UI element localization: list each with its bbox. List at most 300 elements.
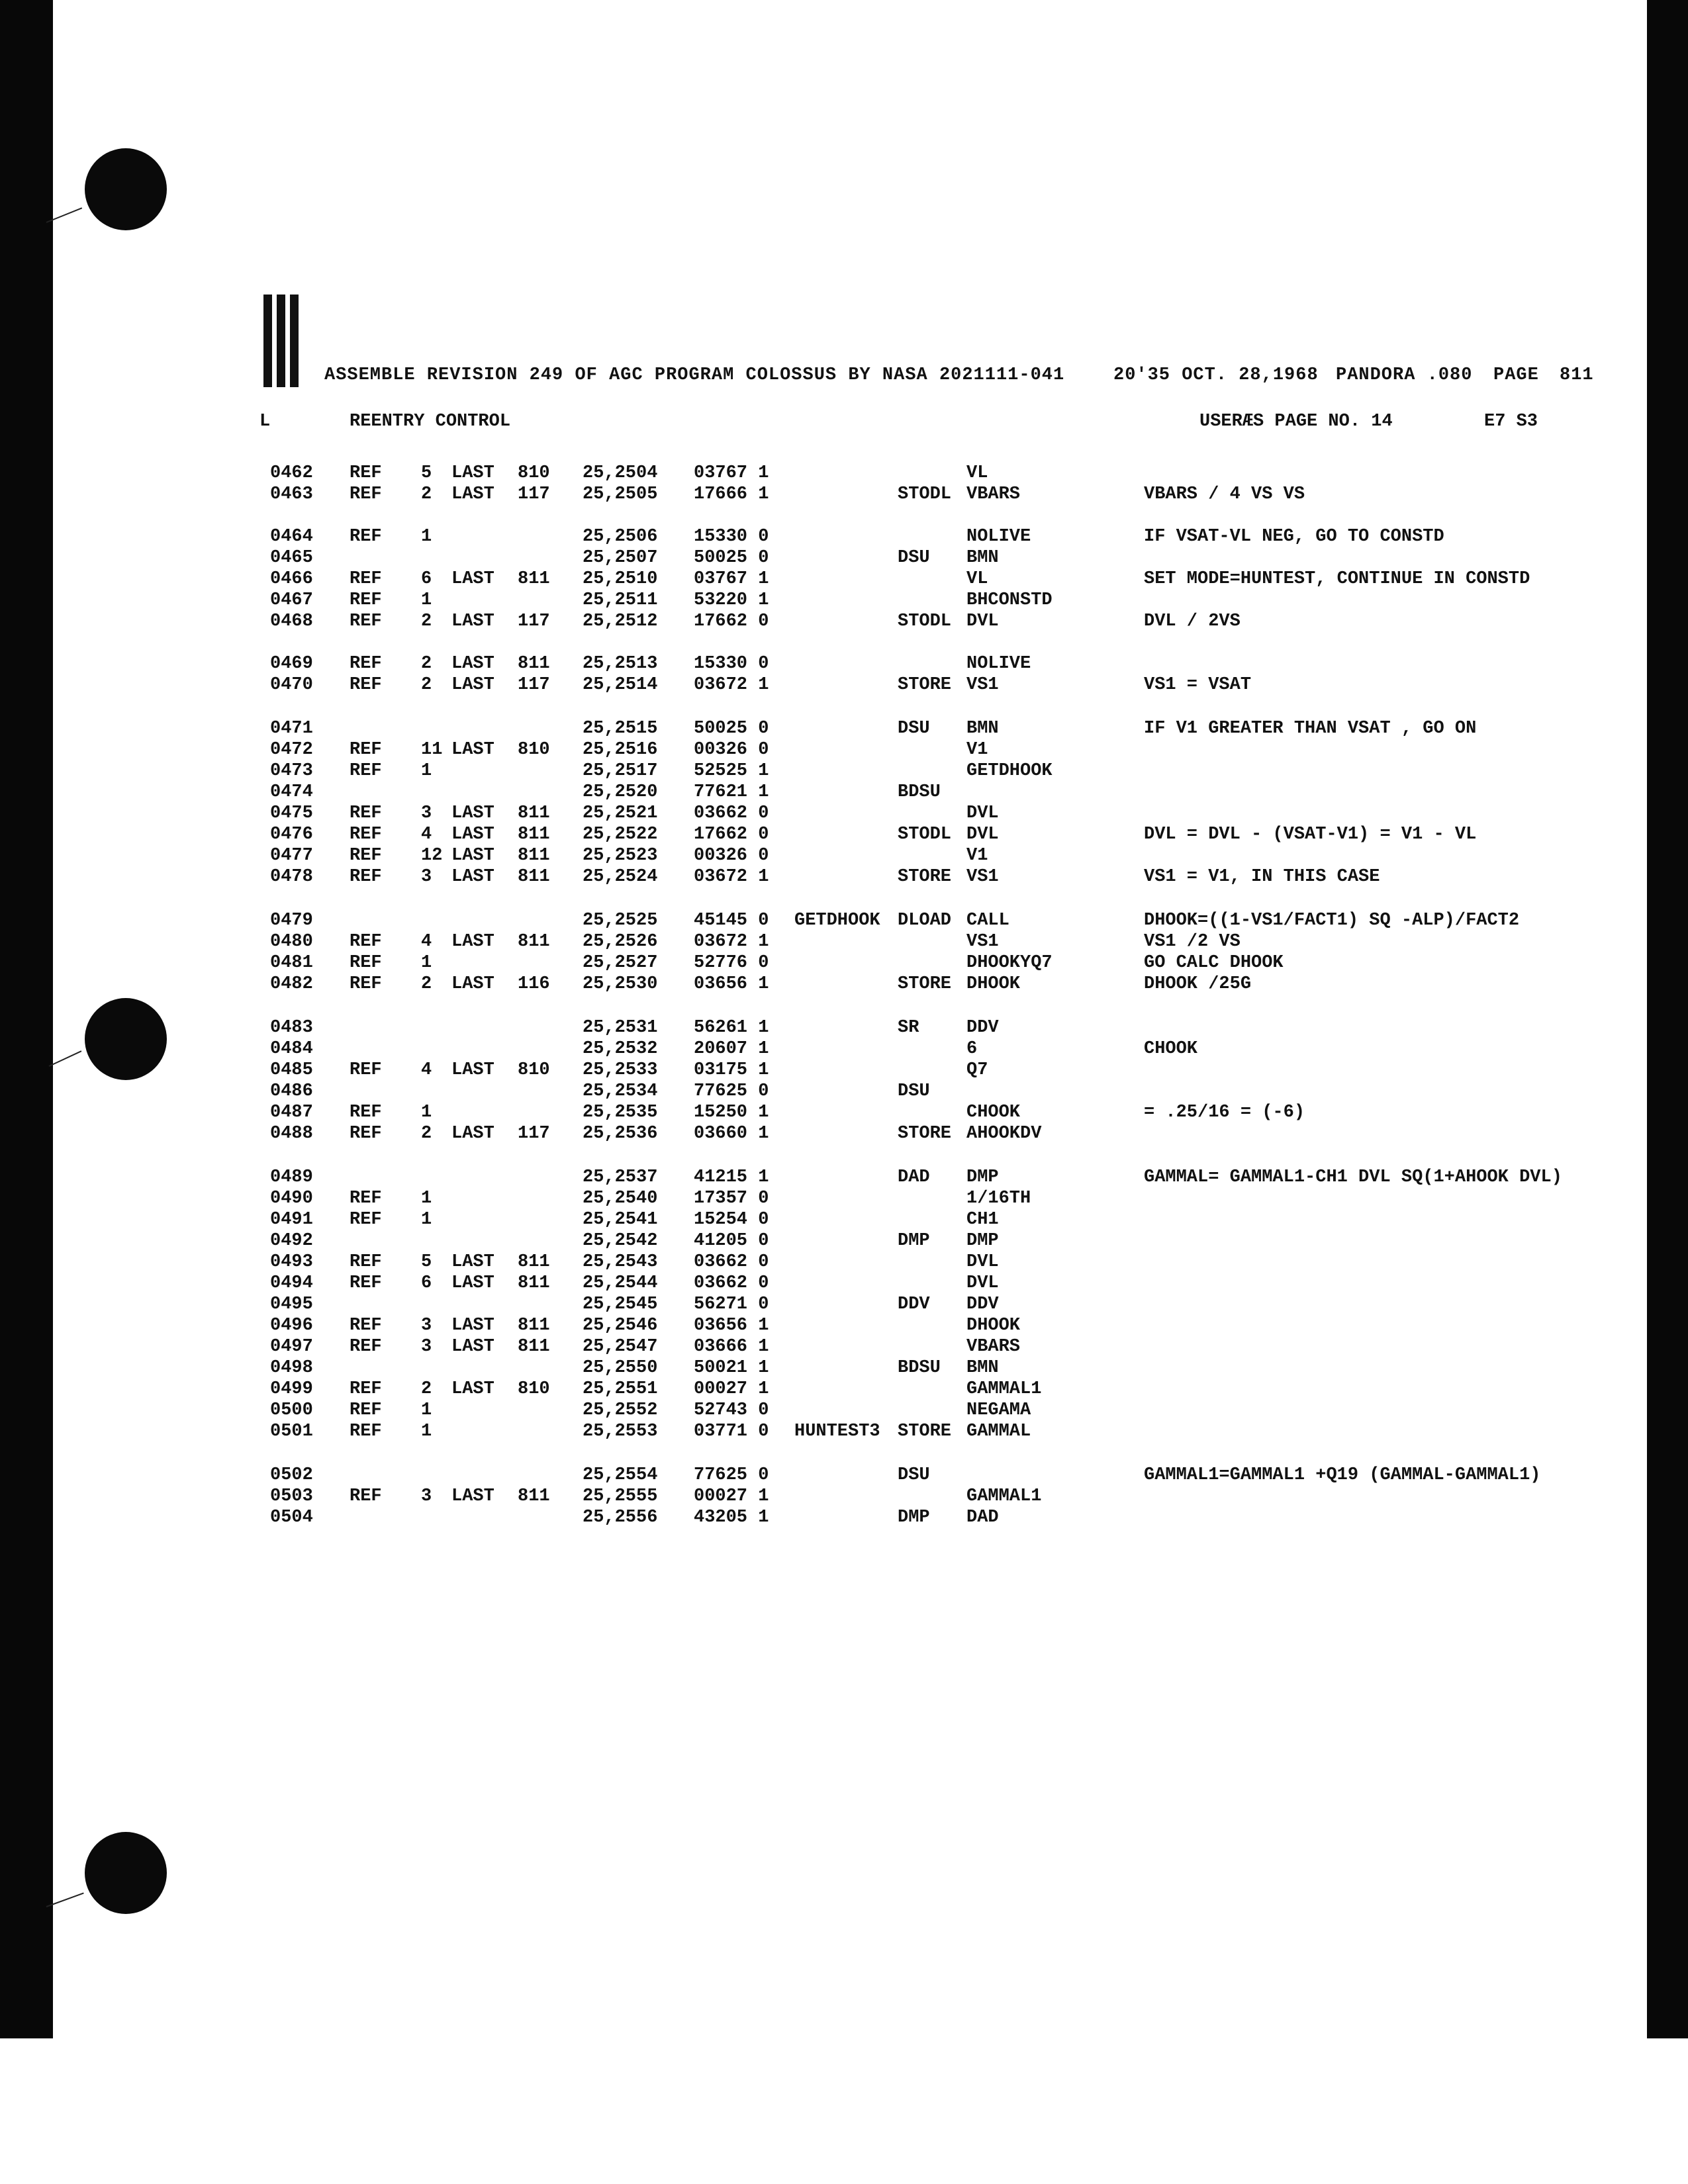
row-num: 0466 (270, 569, 313, 589)
row-last: LAST (451, 654, 494, 674)
row-page: 811 (518, 1337, 550, 1357)
row-cmt: DVL / 2VS (1144, 612, 1241, 631)
row-op: STODL (898, 612, 952, 631)
row-addr: 25,2524 (583, 867, 658, 887)
row-rep: REF (350, 590, 382, 610)
row-addr: 25,2512 (583, 612, 658, 631)
row-addr: 25,2526 (583, 932, 658, 952)
section-code: E7 S3 (1484, 412, 1538, 432)
row-last: LAST (451, 932, 494, 952)
listing-row (0, 825, 1688, 847)
listing-row (0, 1103, 1688, 1125)
row-cmt: IF VSAT-VL NEG, GO TO CONSTD (1144, 527, 1444, 547)
row-addr: 25,2531 (583, 1018, 658, 1038)
row-page: 810 (518, 1060, 550, 1080)
row-rep: REF (350, 484, 382, 504)
row-addr: 25,2556 (583, 1508, 658, 1527)
row-last: LAST (451, 825, 494, 844)
row-rep: REF (350, 1400, 382, 1420)
row-rep: REF (350, 740, 382, 760)
listing-row (0, 1210, 1688, 1232)
row-n: 3 (421, 1316, 432, 1336)
row-num: 0463 (270, 484, 313, 504)
row-n: 2 (421, 484, 432, 504)
header-title: ASSEMBLE REVISION 249 OF AGC PROGRAM COLOSSUS BY NASA 2021111-041 (324, 365, 1065, 385)
row-addr: 25,2504 (583, 463, 658, 483)
row-opd: DMP (966, 1231, 999, 1251)
row-oct: 52743 0 (694, 1400, 769, 1420)
row-oct: 03660 1 (694, 1124, 769, 1144)
row-oct: 52776 0 (694, 953, 769, 973)
row-last: LAST (451, 463, 494, 483)
row-op: STORE (898, 1124, 952, 1144)
row-page: 811 (518, 1316, 550, 1336)
row-opd: DDV (966, 1018, 999, 1038)
row-addr: 25,2555 (583, 1486, 658, 1506)
row-last: LAST (451, 484, 494, 504)
row-cmt: GAMMAL= GAMMAL1-CH1 DVL SQ(1+AHOOK DVL) (1144, 1167, 1562, 1187)
binder-hole-bottom (85, 1832, 167, 1914)
row-addr: 25,2520 (583, 782, 658, 802)
row-num: 0476 (270, 825, 313, 844)
listing-row (0, 590, 1688, 613)
listing-row (0, 548, 1688, 570)
row-addr: 25,2541 (583, 1210, 658, 1230)
row-addr: 25,2507 (583, 548, 658, 568)
row-rep: REF (350, 974, 382, 994)
row-n: 4 (421, 825, 432, 844)
listing-row (0, 1422, 1688, 1444)
row-last: LAST (451, 675, 494, 695)
row-num: 0503 (270, 1486, 313, 1506)
row-last: LAST (451, 612, 494, 631)
row-cmt: GAMMAL1=GAMMAL1 +Q19 (GAMMAL-GAMMAL1) (1144, 1465, 1541, 1485)
row-oct: 41205 0 (694, 1231, 769, 1251)
row-op: DDV (898, 1295, 930, 1314)
row-addr: 25,2517 (583, 761, 658, 781)
row-oct: 17662 0 (694, 825, 769, 844)
row-n: 1 (421, 1400, 432, 1420)
row-opd: NOLIVE (966, 654, 1031, 674)
row-page: 117 (518, 1124, 550, 1144)
row-num: 0475 (270, 803, 313, 823)
binder-hole-top (85, 148, 167, 230)
row-last: LAST (451, 1379, 494, 1399)
row-num: 0467 (270, 590, 313, 610)
row-n: 5 (421, 463, 432, 483)
row-op: DSU (898, 1081, 930, 1101)
row-page: 811 (518, 569, 550, 589)
row-page: 810 (518, 463, 550, 483)
row-op: DSU (898, 1465, 930, 1485)
row-n: 1 (421, 590, 432, 610)
row-opd: DVL (966, 825, 999, 844)
row-last: LAST (451, 846, 494, 866)
row-opd: GAMMAL1 (966, 1379, 1042, 1399)
listing-row (0, 1486, 1688, 1509)
row-opd: VBARS (966, 484, 1021, 504)
listing-row (0, 867, 1688, 889)
row-op: DSU (898, 548, 930, 568)
row-op: STORE (898, 1422, 952, 1441)
row-cmt: IF V1 GREATER THAN VSAT , GO ON (1144, 719, 1477, 739)
row-opd: BMN (966, 1358, 999, 1378)
row-oct: 77625 0 (694, 1081, 769, 1101)
row-num: 0483 (270, 1018, 313, 1038)
row-num: 0485 (270, 1060, 313, 1080)
row-oct: 15254 0 (694, 1210, 769, 1230)
listing-row (0, 1252, 1688, 1275)
row-rep: REF (350, 527, 382, 547)
row-n: 5 (421, 1252, 432, 1272)
row-n: 2 (421, 675, 432, 695)
row-addr: 25,2553 (583, 1422, 658, 1441)
row-op: SR (898, 1018, 919, 1038)
listing-row (0, 1060, 1688, 1083)
row-num: 0477 (270, 846, 313, 866)
row-opd: GETDHOOK (966, 761, 1053, 781)
row-addr: 25,2537 (583, 1167, 658, 1187)
row-opd: DVL (966, 1252, 999, 1272)
row-n: 1 (421, 761, 432, 781)
row-addr: 25,2551 (583, 1379, 658, 1399)
listing-row (0, 1400, 1688, 1423)
type-mark: L (259, 412, 271, 432)
row-opd: CHOOK (966, 1103, 1021, 1122)
row-opd: V1 (966, 740, 988, 760)
row-num: 0498 (270, 1358, 313, 1378)
row-opd: DVL (966, 612, 999, 631)
listing-row (0, 1039, 1688, 1062)
listing-row (0, 612, 1688, 634)
row-n: 1 (421, 1189, 432, 1208)
row-n: 3 (421, 1337, 432, 1357)
row-opd: CALL (966, 911, 1009, 931)
row-op: DMP (898, 1231, 930, 1251)
row-addr: 25,2543 (583, 1252, 658, 1272)
listing-row (0, 1337, 1688, 1359)
row-page: 811 (518, 846, 550, 866)
listing-row (0, 1379, 1688, 1402)
row-addr: 25,2550 (583, 1358, 658, 1378)
row-last: LAST (451, 740, 494, 760)
listing-row (0, 484, 1688, 507)
row-num: 0462 (270, 463, 313, 483)
row-addr: 25,2521 (583, 803, 658, 823)
row-opd: DVL (966, 1273, 999, 1293)
listing-row (0, 846, 1688, 868)
row-oct: 45145 0 (694, 911, 769, 931)
row-num: 0484 (270, 1039, 313, 1059)
row-oct: 03767 1 (694, 463, 769, 483)
row-oct: 52525 1 (694, 761, 769, 781)
listing-row (0, 782, 1688, 805)
row-cmt: VS1 = VSAT (1144, 675, 1252, 695)
row-rep: REF (350, 463, 382, 483)
row-n: 2 (421, 1124, 432, 1144)
row-oct: 50025 0 (694, 548, 769, 568)
row-n: 2 (421, 612, 432, 631)
row-n: 3 (421, 1486, 432, 1506)
row-addr: 25,2527 (583, 953, 658, 973)
row-rep: REF (350, 675, 382, 695)
row-opd: BMN (966, 719, 999, 739)
row-opd: DHOOKYQ7 (966, 953, 1053, 973)
row-addr: 25,2514 (583, 675, 658, 695)
row-addr: 25,2536 (583, 1124, 658, 1144)
row-last: LAST (451, 569, 494, 589)
row-addr: 25,2552 (583, 1400, 658, 1420)
row-n: 1 (421, 1210, 432, 1230)
row-oct: 41215 1 (694, 1167, 769, 1187)
row-addr: 25,2523 (583, 846, 658, 866)
row-num: 0478 (270, 867, 313, 887)
row-opd: GAMMAL1 (966, 1486, 1042, 1506)
row-oct: 53220 1 (694, 590, 769, 610)
listing-row (0, 932, 1688, 954)
row-cmt: VS1 = V1, IN THIS CASE (1144, 867, 1380, 887)
row-n: 6 (421, 569, 432, 589)
row-oct: 03662 0 (694, 1273, 769, 1293)
listing-row (0, 740, 1688, 762)
row-oct: 03672 1 (694, 867, 769, 887)
row-opd: DHOOK (966, 1316, 1021, 1336)
row-addr: 25,2546 (583, 1316, 658, 1336)
row-page: 811 (518, 1273, 550, 1293)
row-oct: 03672 1 (694, 675, 769, 695)
row-n: 4 (421, 1060, 432, 1080)
row-oct: 03656 1 (694, 1316, 769, 1336)
row-rep: REF (350, 803, 382, 823)
row-num: 0474 (270, 782, 313, 802)
listing-row (0, 1018, 1688, 1040)
row-num: 0486 (270, 1081, 313, 1101)
row-num: 0480 (270, 932, 313, 952)
row-oct: 20607 1 (694, 1039, 769, 1059)
row-rep: REF (350, 846, 382, 866)
row-addr: 25,2511 (583, 590, 658, 610)
row-opd: VL (966, 463, 988, 483)
row-lbl: GETDHOOK (794, 911, 880, 931)
row-cmt: SET MODE=HUNTEST, CONTINUE IN CONSTD (1144, 569, 1530, 589)
listing-row (0, 974, 1688, 997)
row-num: 0471 (270, 719, 313, 739)
row-cmt: DHOOK=((1-VS1/FACT1) SQ -ALP)/FACT2 (1144, 911, 1520, 931)
row-num: 0487 (270, 1103, 313, 1122)
row-oct: 17662 0 (694, 612, 769, 631)
listing-row (0, 1231, 1688, 1253)
row-addr: 25,2530 (583, 974, 658, 994)
row-oct: 77621 1 (694, 782, 769, 802)
row-oct: 43205 1 (694, 1508, 769, 1527)
row-opd: DHOOK (966, 974, 1021, 994)
row-num: 0481 (270, 953, 313, 973)
row-num: 0465 (270, 548, 313, 568)
row-oct: 03666 1 (694, 1337, 769, 1357)
listing-row (0, 1295, 1688, 1317)
row-n: 1 (421, 953, 432, 973)
row-n: 6 (421, 1273, 432, 1293)
row-num: 0499 (270, 1379, 313, 1399)
row-opd: AHOOKDV (966, 1124, 1042, 1144)
row-op: STODL (898, 484, 952, 504)
row-cmt: = .25/16 = (-6) (1144, 1103, 1305, 1122)
row-opd: V1 (966, 846, 988, 866)
row-oct: 15330 0 (694, 527, 769, 547)
row-cmt: CHOOK (1144, 1039, 1198, 1059)
row-lbl: HUNTEST3 (794, 1422, 880, 1441)
row-last: LAST (451, 1060, 494, 1080)
row-opd: CH1 (966, 1210, 999, 1230)
row-oct: 50025 0 (694, 719, 769, 739)
listing-row (0, 1316, 1688, 1338)
row-rep: REF (350, 654, 382, 674)
section-title: REENTRY CONTROL (350, 412, 511, 432)
listing-row (0, 1358, 1688, 1381)
row-addr: 25,2513 (583, 654, 658, 674)
row-page: 117 (518, 484, 550, 504)
row-opd: VS1 (966, 867, 999, 887)
row-opd: NEGAMA (966, 1400, 1031, 1420)
row-n: 1 (421, 1103, 432, 1122)
row-oct: 50021 1 (694, 1358, 769, 1378)
row-opd: DDV (966, 1295, 999, 1314)
row-page: 116 (518, 974, 550, 994)
row-addr: 25,2515 (583, 719, 658, 739)
row-op: DLOAD (898, 911, 952, 931)
row-oct: 03175 1 (694, 1060, 769, 1080)
row-num: 0502 (270, 1465, 313, 1485)
row-op: BDSU (898, 782, 941, 802)
row-num: 0464 (270, 527, 313, 547)
row-rep: REF (350, 932, 382, 952)
row-cmt: DHOOK /25G (1144, 974, 1252, 994)
row-num: 0494 (270, 1273, 313, 1293)
row-opd: NOLIVE (966, 527, 1031, 547)
row-opd: BMN (966, 548, 999, 568)
row-page: 811 (518, 1252, 550, 1272)
row-opd: DAD (966, 1508, 999, 1527)
row-addr: 25,2522 (583, 825, 658, 844)
row-rep: REF (350, 1210, 382, 1230)
row-oct: 03656 1 (694, 974, 769, 994)
row-addr: 25,2545 (583, 1295, 658, 1314)
row-num: 0479 (270, 911, 313, 931)
listing-row (0, 1081, 1688, 1104)
listing-row (0, 569, 1688, 592)
row-opd: DMP (966, 1167, 999, 1187)
row-page: 810 (518, 740, 550, 760)
row-n: 2 (421, 974, 432, 994)
row-oct: 03672 1 (694, 932, 769, 952)
row-last: LAST (451, 1273, 494, 1293)
row-oct: 17666 1 (694, 484, 769, 504)
row-opd: Q7 (966, 1060, 988, 1080)
row-oct: 00326 0 (694, 740, 769, 760)
row-num: 0500 (270, 1400, 313, 1420)
row-rep: REF (350, 1316, 382, 1336)
row-num: 0497 (270, 1337, 313, 1357)
row-oct: 00027 1 (694, 1486, 769, 1506)
row-n: 11 (421, 740, 443, 760)
row-oct: 03662 0 (694, 1252, 769, 1272)
row-n: 1 (421, 527, 432, 547)
user-page-number: USERÆS PAGE NO. 14 (1199, 412, 1393, 432)
row-cmt: VBARS / 4 VS VS (1144, 484, 1305, 504)
row-addr: 25,2533 (583, 1060, 658, 1080)
row-rep: REF (350, 825, 382, 844)
row-num: 0468 (270, 612, 313, 631)
row-op: STORE (898, 974, 952, 994)
row-last: LAST (451, 803, 494, 823)
listing-row (0, 761, 1688, 784)
row-opd: DVL (966, 803, 999, 823)
row-oct: 56261 1 (694, 1018, 769, 1038)
row-last: LAST (451, 1252, 494, 1272)
row-rep: REF (350, 1337, 382, 1357)
row-page: 117 (518, 675, 550, 695)
row-oct: 77625 0 (694, 1465, 769, 1485)
row-num: 0469 (270, 654, 313, 674)
row-rep: REF (350, 1189, 382, 1208)
row-rep: REF (350, 1060, 382, 1080)
row-n: 1 (421, 1422, 432, 1441)
header-page-number: 811 (1560, 365, 1594, 385)
row-oct: 00027 1 (694, 1379, 769, 1399)
row-n: 12 (421, 846, 443, 866)
row-addr: 25,2532 (583, 1039, 658, 1059)
row-num: 0488 (270, 1124, 313, 1144)
row-n: 2 (421, 1379, 432, 1399)
row-opd: BHCONSTD (966, 590, 1053, 610)
row-rep: REF (350, 1379, 382, 1399)
listing-row (0, 953, 1688, 976)
listing-row (0, 719, 1688, 741)
row-op: STORE (898, 675, 952, 695)
row-rep: REF (350, 1422, 382, 1441)
page-bottom-margin (0, 2038, 1688, 2184)
row-last: LAST (451, 974, 494, 994)
row-rep: REF (350, 1124, 382, 1144)
listing-row (0, 1167, 1688, 1190)
row-n: 4 (421, 932, 432, 952)
row-oct: 17357 0 (694, 1189, 769, 1208)
row-addr: 25,2506 (583, 527, 658, 547)
row-page: 811 (518, 867, 550, 887)
row-page: 810 (518, 1379, 550, 1399)
listing-row (0, 1124, 1688, 1146)
row-oct: 00326 0 (694, 846, 769, 866)
row-addr: 25,2516 (583, 740, 658, 760)
row-oct: 03767 1 (694, 569, 769, 589)
row-oct: 03771 0 (694, 1422, 769, 1441)
row-addr: 25,2505 (583, 484, 658, 504)
row-last: LAST (451, 1486, 494, 1506)
row-page: 811 (518, 825, 550, 844)
row-num: 0489 (270, 1167, 313, 1187)
row-n: 3 (421, 803, 432, 823)
listing-row (0, 911, 1688, 933)
row-rep: REF (350, 612, 382, 631)
listing-row (0, 527, 1688, 549)
row-opd: VBARS (966, 1337, 1021, 1357)
row-num: 0493 (270, 1252, 313, 1272)
row-addr: 25,2544 (583, 1273, 658, 1293)
row-num: 0473 (270, 761, 313, 781)
listing-row (0, 1465, 1688, 1488)
row-cmt: VS1 /2 VS (1144, 932, 1241, 952)
row-last: LAST (451, 1316, 494, 1336)
